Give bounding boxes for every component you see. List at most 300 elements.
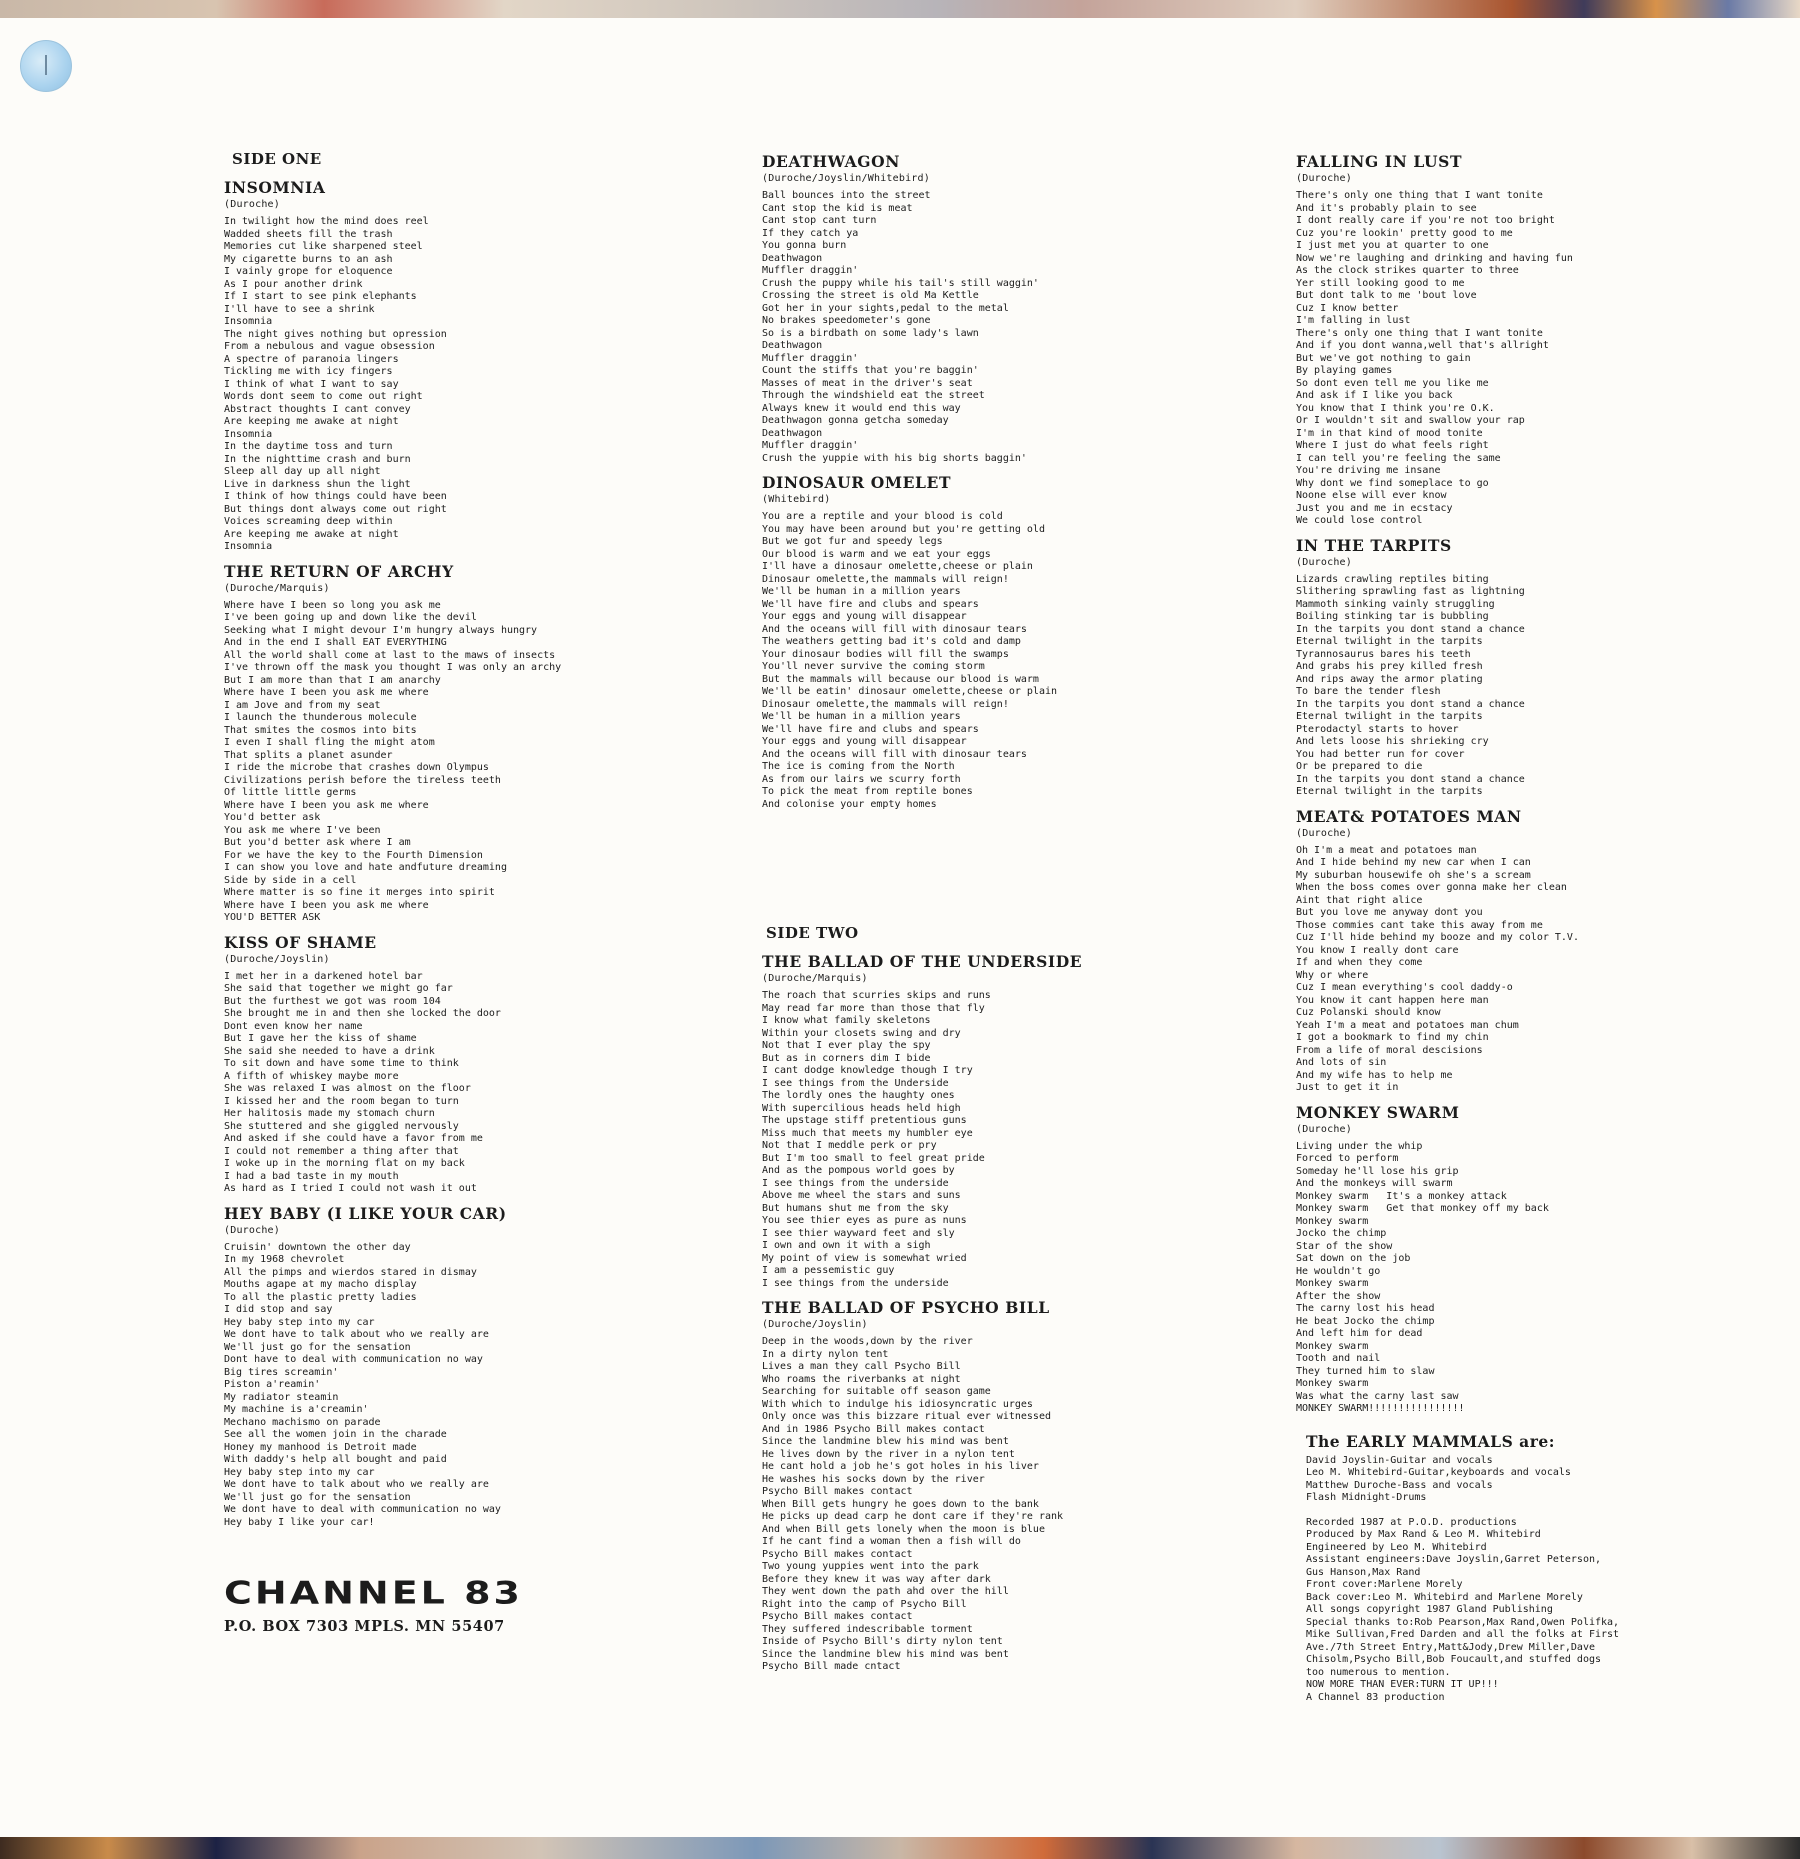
lyric-line: Through the windshield eat the street (762, 390, 985, 401)
lyric-line: I got a bookmark to find my chin (1296, 1032, 1489, 1043)
song-credits: (Duroche) (1296, 173, 1352, 184)
lyric-line: Where have I been you ask me where (224, 687, 429, 698)
lyric-line: Cant stop the kid is meat (762, 202, 913, 214)
lyric-line: Cuz you're lookin' pretty good to me (1296, 227, 1513, 239)
lyric-line: He washes his socks down by the river (762, 1473, 985, 1485)
lyric-line: Monkey swarm (1296, 1215, 1369, 1227)
lyric-line: But I gave her the kiss of shame (224, 1033, 417, 1044)
lyric-line: We dont have to talk about who we really are (224, 1479, 489, 1490)
lyric-line: Cant stop cant turn (762, 215, 877, 226)
lyric-line: As I pour another drink (224, 278, 363, 290)
lyric-line: He beat Jocko the chimp (1296, 1315, 1435, 1327)
lyric-line: Or be prepared to die (1296, 761, 1423, 772)
lyric-line: Big tires screamin' (224, 1366, 339, 1378)
lyric-line: Monkey swarm Get that monkey off my back (1296, 1203, 1549, 1214)
lyric-line: Tickling me with icy fingers (224, 366, 393, 377)
lyric-line: And I hide behind my new car when I can (1296, 857, 1531, 868)
lyric-line: I vainly grope for eloquence (224, 266, 393, 277)
side-two-label: SIDE TWO (766, 924, 859, 942)
lyric-line: Two young yuppies went into the park (762, 1561, 979, 1572)
lyric-line: And asked if she could have a favor from me (224, 1133, 483, 1144)
lyric-line: Monkey swarm (1296, 1278, 1369, 1289)
lyric-line: You ask me where I've been (224, 824, 381, 836)
credit-line: Chisolm,Psycho Bill,Bob Foucault,and stuffed dogs (1306, 1654, 1602, 1665)
lyric-line: We dont have to talk about who we really are (224, 1329, 489, 1340)
lyric-line: Right into the camp of Psycho Bill (762, 1598, 967, 1610)
lyric-line: Just you and me in ecstacy (1296, 502, 1453, 514)
lyric-line: If he cant find a woman then a fish will do (762, 1536, 1021, 1547)
lyric-line: Yer still looking good to me (1296, 277, 1465, 289)
lyric-line: But I am more than that I am anarchy (224, 674, 441, 686)
lyric-line: The carny lost his head (1296, 1303, 1435, 1314)
lyric-line: Where I just do what feels right (1296, 440, 1489, 451)
lyric-line: With which to indulge his idiosyncratic urges (762, 1398, 1033, 1410)
lyric-line: I cant dodge knowledge though I try (762, 1065, 973, 1076)
lyric-line: Now we're laughing and drinking and having fun (1296, 252, 1573, 264)
lyric-line: I know what family skeletons (762, 1015, 931, 1026)
lyric-line: Deathwagon (762, 252, 823, 264)
lyric-line: That smites the cosmos into bits (224, 724, 417, 736)
lyric-line: May read far more than those that fly (762, 1002, 985, 1014)
lyric-line: I dont really care if you're not too bright (1296, 215, 1555, 226)
lyric-line: She was relaxed I was almost on the floor (224, 1083, 471, 1094)
production-credits (1306, 1517, 1716, 1705)
lyric-line: She brought me in and then she locked the door (224, 1008, 501, 1019)
lyric-line: All the pimps and wierdos stared in dismay (224, 1266, 477, 1278)
song-block (224, 1204, 644, 1530)
lyric-line: You see thier eyes as pure as nuns (762, 1215, 967, 1226)
label-block (224, 1574, 523, 1635)
side-two-songs (762, 952, 1192, 1674)
lyric-line: Psycho Bill makes contact (762, 1611, 913, 1622)
lyric-line: We'll have fire and clubs and spears (762, 723, 979, 735)
lyric-line: And lots of sin (1296, 1057, 1387, 1068)
song-title: KISS OF SHAME (224, 932, 377, 952)
lyric-line: Eternal twilight in the tarpits (1296, 711, 1483, 722)
lyric-line: If and when they come (1296, 957, 1423, 968)
column-side-one (224, 150, 644, 1537)
lyric-line: Abstract thoughts I cant convey (224, 403, 411, 415)
lyric-line: Noone else will ever know (1296, 490, 1447, 501)
credit-line: Gus Hanson,Max Rand (1306, 1566, 1421, 1578)
lyric-line: You had better run for cover (1296, 748, 1465, 760)
lyric-line: The ice is coming from the North (762, 761, 955, 772)
lyric-line: We'll be human in a million years (762, 711, 961, 722)
lyric-line: But dont talk to me 'bout love (1296, 290, 1477, 301)
lyric-line: Your dinosaur bodies will fill the swamps (762, 648, 1009, 660)
lyric-line: Where have I been you ask me where (224, 899, 429, 911)
lyrics-list (762, 190, 1192, 465)
lyric-line: Monkey swarm (1296, 1378, 1369, 1389)
song-block (762, 1298, 1192, 1674)
lyric-line: Her halitosis made my stomach churn (224, 1108, 435, 1119)
lyric-line: I had a bad taste in my mouth (224, 1170, 399, 1182)
lyrics-list (1296, 574, 1716, 799)
lyric-line: She stuttered and she giggled nervously (224, 1120, 459, 1132)
lyrics-list (224, 216, 644, 554)
column-two-songs (762, 152, 1192, 811)
lyric-line: We'll just go for the sensation (224, 1341, 411, 1353)
lyric-line: Crossing the street is old Ma Kettle (762, 290, 979, 301)
lyric-line: He lives down by the river in a nylon tent (762, 1448, 1015, 1460)
lyric-line: And rips away the armor plating (1296, 673, 1483, 685)
lyric-line: As hard as I tried I could not wash it out (224, 1183, 477, 1194)
lyric-line: But I'm too small to feel great pride (762, 1152, 985, 1164)
lyric-line: Cuz I mean everything's cool daddy-o (1296, 982, 1513, 993)
song-credits: (Duroche/Joyslin) (762, 1319, 868, 1330)
song-block (1296, 152, 1716, 528)
lyric-line: Dinosaur omelette,the mammals will reign! (762, 573, 1009, 585)
lyric-line: I ride the microbe that crashes down Olympus (224, 762, 489, 773)
lyric-line: He cant hold a job he's got holes in his liver (762, 1461, 1039, 1472)
lyric-line: I'm in that kind of mood tonite (1296, 427, 1483, 439)
lyric-line: Pterodactyl starts to hover (1296, 723, 1459, 735)
lyric-line: To pick the meat from reptile bones (762, 786, 973, 797)
lyric-line: We'll have fire and clubs and spears (762, 598, 979, 610)
band-title: The EARLY MAMMALS are: (1306, 1431, 1555, 1451)
lyric-line: Why dont we find someplace to go (1296, 477, 1489, 489)
lyric-line: Deathwagon (762, 427, 823, 439)
sleeve-bottom-edge (0, 1837, 1800, 1859)
song-title: INSOMNIA (224, 178, 326, 197)
lyric-line: I've thrown off the mask you thought I was only an archy (224, 662, 562, 673)
lyric-line: Seeking what I might devour I'm hungry always hungry (224, 624, 538, 636)
lyric-line: Mouths agape at my macho display (224, 1279, 417, 1290)
lyric-line: Psycho Bill makes contact (762, 1548, 913, 1560)
lyric-line: Live in darkness shun the light (224, 478, 411, 490)
lyric-line: Cuz I'll hide behind my booze and my color T.V. (1296, 932, 1579, 943)
lyric-line: My point of view is somewhat wried (762, 1252, 967, 1264)
song-credits: (Duroche/Marquis) (762, 973, 868, 984)
lyric-line: Crush the yuppie with his big shorts baggin' (762, 452, 1027, 464)
lyric-line: You'll never survive the coming storm (762, 661, 985, 672)
lyric-line: I can tell you're feeling the same (1296, 452, 1501, 464)
lyric-line: The weathers getting bad it's cold and damp (762, 636, 1021, 647)
lyric-line: Mechano machismo on parade (224, 1416, 381, 1428)
song-credits: (Duroche/Marquis) (224, 582, 330, 594)
lyric-line: Voices screaming deep within (224, 516, 393, 527)
lyric-line: Why or where (1296, 969, 1369, 981)
song-credits: (Duroche/Joyslin/Whitebird) (762, 173, 930, 184)
lyric-line: Always knew it would end this way (762, 402, 961, 414)
lyric-line: They suffered indescribable torment (762, 1623, 973, 1635)
lyric-line: There's only one thing that I want tonite (1296, 190, 1543, 201)
song-block (1296, 536, 1716, 799)
lyric-line: I could not remember a thing after that (224, 1145, 459, 1157)
lyric-line: I launch the thunderous molecule (224, 712, 417, 723)
song-title: MONKEY SWARM (1296, 1102, 1460, 1122)
lyric-line: Since the landmine blew his mind was bent (762, 1648, 1009, 1660)
lyric-line: My suburban housewife oh she's a scream (1296, 869, 1531, 881)
lyric-line: MONKEY SWARM!!!!!!!!!!!!!!!! (1296, 1403, 1465, 1414)
credit-line: Assistant engineers:Dave Joyslin,Garret Peterson, (1306, 1554, 1602, 1565)
lyric-line: Insomnia (224, 316, 273, 327)
column-two (762, 152, 1192, 1682)
lyric-line: Civilizations perish before the tireless teeth (224, 774, 501, 786)
lyric-line: Or I wouldn't sit and swallow your rap (1296, 415, 1525, 426)
lyric-line: Hey baby step into my car (224, 1316, 375, 1328)
lyric-line: She said she needed to have a drink (224, 1045, 435, 1057)
lyric-line: Lives a man they call Psycho Bill (762, 1361, 961, 1372)
label-address: P.O. BOX 7303 MPLS. MN 55407 (224, 1618, 505, 1635)
lyric-line: Jocko the chimp (1296, 1228, 1387, 1239)
lyric-line: Dont have to deal with communication no way (224, 1354, 483, 1365)
lyric-line: Insomnia (224, 541, 273, 552)
lyric-line: In the tarpits you dont stand a chance (1296, 773, 1525, 785)
band-members (1306, 1455, 1716, 1505)
lyric-line: With daddy's help all bought and paid (224, 1454, 447, 1465)
lyric-line: Dont even know her name (224, 1020, 363, 1032)
band-member: Matthew Duroche-Bass and vocals (1306, 1479, 1493, 1491)
lyric-line: Monkey swarm It's a monkey attack (1296, 1190, 1507, 1202)
lyric-line: With supercilious heads held high (762, 1102, 961, 1114)
lyrics-list (762, 511, 1192, 811)
lyric-line: You'd better ask (224, 812, 321, 823)
song-title: DEATHWAGON (762, 152, 900, 171)
lyric-line: And left him for dead (1296, 1328, 1423, 1339)
lyric-line: In the tarpits you dont stand a chance (1296, 623, 1525, 635)
lyric-line: And the monkeys will swarm (1296, 1178, 1453, 1189)
lyric-line: But the mammals will because our blood is warm (762, 673, 1039, 685)
lyric-line: In twilight how the mind does reel (224, 216, 429, 227)
lyric-line: Miss much that meets my humbler eye (762, 1127, 973, 1139)
lyric-line: If I start to see pink elephants (224, 291, 417, 302)
lyric-line: See all the women join in the charade (224, 1429, 447, 1440)
lyric-line: I see things from the underside (762, 1277, 949, 1289)
column-three-songs (1296, 152, 1716, 1416)
credit-line: All songs copyright 1987 Gland Publishing (1306, 1604, 1553, 1615)
lyric-line: There's only one thing that I want tonite (1296, 327, 1543, 339)
lyric-line: And it's probably plain to see (1296, 202, 1477, 214)
lyric-line: I'll have to see a shrink (224, 303, 375, 315)
lyric-line: I am Jove and from my seat (224, 699, 381, 711)
lyric-line: Words dont seem to come out right (224, 391, 423, 402)
lyric-line: So is a birdbath on some lady's lawn (762, 327, 979, 339)
credit-line: Special thanks to:Rob Pearson,Max Rand,Owen Polifka, (1306, 1616, 1620, 1628)
lyric-line: Insomnia (224, 428, 273, 440)
song-block (1296, 1103, 1716, 1416)
lyrics-list (762, 990, 1192, 1290)
lyric-line: For we have the key to the Fourth Dimension (224, 849, 483, 861)
song-title: THE RETURN OF ARCHY (224, 561, 454, 581)
lyric-line: All the world shall come at last to the maws of insects (224, 649, 556, 661)
lyric-line: You are a reptile and your blood is cold (762, 511, 1003, 522)
band-member: Leo M. Whitebird-Guitar,keyboards and vocals (1306, 1467, 1571, 1478)
side-one-songs (224, 178, 644, 1529)
band-member: David Joyslin-Guitar and vocals (1306, 1454, 1493, 1466)
lyric-line: Crush the puppy while his tail's still waggin' (762, 277, 1039, 289)
lyric-line: And ask if I like you back (1296, 390, 1453, 401)
lyric-line: But we've got nothing to gain (1296, 352, 1471, 364)
lyric-line: YOU'D BETTER ASK (224, 912, 321, 923)
lyric-line: Tyrannosaurus bares his teeth (1296, 648, 1471, 660)
lyric-line: I see things from the underside (762, 1177, 949, 1189)
lyric-line: Aint that right alice (1296, 894, 1423, 906)
side-one-label: SIDE ONE (232, 150, 322, 168)
lyric-line: We'll just go for the sensation (224, 1491, 411, 1503)
lyric-line: Eternal twilight in the tarpits (1296, 786, 1483, 797)
credit-line: Engineered by Leo M. Whitebird (1306, 1541, 1487, 1553)
lyric-line: But you love me anyway dont you (1296, 907, 1483, 918)
song-block (224, 562, 644, 925)
lyric-line: Count the stiffs that you're baggin' (762, 365, 979, 376)
lyric-line: The roach that scurries skips and runs (762, 990, 991, 1001)
lyrics-list (224, 600, 644, 925)
lyric-line: That splits a planet asunder (224, 749, 393, 761)
lyric-line: They went down the path ahd over the hill (762, 1586, 1009, 1597)
lyric-line: Are keeping me awake at night (224, 528, 399, 540)
lyric-line: To all the plastic pretty ladies (224, 1291, 417, 1303)
lyric-line: Yeah I'm a meat and potatoes man chum (1296, 1019, 1519, 1031)
hole-punch-mark (20, 40, 72, 92)
lyric-line: Just to get it in (1296, 1082, 1399, 1093)
spacer (762, 819, 1192, 924)
lyric-line: By playing games (1296, 365, 1393, 376)
lyric-line: In the daytime toss and turn (224, 441, 393, 452)
lyric-line: When Bill gets hungry he goes down to the bank (762, 1498, 1039, 1510)
lyric-line: To bare the tender flesh (1296, 686, 1441, 697)
lyric-line: But things dont always come out right (224, 503, 447, 515)
lyric-line: And colonise your empty homes (762, 798, 937, 810)
lyric-line: Psycho Bill made cntact (762, 1661, 901, 1672)
lyric-line: I just met you at quarter to one (1296, 240, 1489, 251)
lyric-line: Hey baby step into my car (224, 1466, 375, 1478)
lyric-line: The upstage stiff pretentious guns (762, 1115, 967, 1126)
lyric-line: I own and own it with a sigh (762, 1240, 931, 1251)
lyric-line: When the boss comes over gonna make her clean (1296, 882, 1567, 893)
lyric-line: Someday he'll lose his grip (1296, 1165, 1459, 1177)
song-block (762, 952, 1192, 1290)
lyric-line: I see thier wayward feet and sly (762, 1227, 955, 1239)
lyric-line: Side by side in a cell (224, 874, 357, 886)
column-three (1296, 152, 1716, 1704)
lyric-line: Sleep all day up all night (224, 466, 381, 477)
lyric-line: In a dirty nylon tent (762, 1348, 889, 1360)
lyric-line: But we got fur and speedy legs (762, 536, 943, 547)
channel-83-logo: CHANNEL 83 (224, 1574, 523, 1611)
lyric-line: Where have I been so long you ask me (224, 599, 441, 611)
lyric-line: No brakes speedometer's gone (762, 315, 931, 326)
lyric-line: I see things from the Underside (762, 1077, 949, 1089)
lyric-line: To sit down and have some time to think (224, 1058, 459, 1069)
lyric-line: But as in corners dim I bide (762, 1052, 931, 1064)
lyric-line: But you'd better ask where I am (224, 837, 411, 848)
song-credits: (Duroche) (224, 199, 280, 210)
lyric-line: Cruisin' downtown the other day (224, 1241, 411, 1253)
song-block (762, 152, 1192, 465)
credit-line: too numerous to mention. (1306, 1666, 1451, 1678)
lyric-line: I think of how things could have been (224, 491, 447, 502)
lyric-line: Muffler draggin' (762, 352, 859, 364)
lyric-line: You know I really dont care (1296, 944, 1459, 956)
lyric-line: And in the end I shall EAT EVERYTHING (224, 637, 447, 648)
song-credits: (Duroche) (1296, 827, 1352, 839)
lyric-line: Sat down on the job (1296, 1253, 1411, 1264)
lyric-line: Of little little germs (224, 787, 357, 798)
lyrics-list (224, 1242, 644, 1530)
lyric-line: And the oceans will fill with dinosaur tears (762, 623, 1027, 635)
lyric-line: And the oceans will fill with dinosaur tears (762, 748, 1027, 760)
lyrics-list (762, 1336, 1192, 1674)
lyric-line: My cigarette burns to an ash (224, 253, 393, 265)
lyric-line: Muffler draggin' (762, 440, 859, 451)
lyrics-list (224, 971, 644, 1196)
lyric-line: Boiling stinking tar is bubbling (1296, 611, 1489, 622)
lyric-line: From a nebulous and vague obsession (224, 341, 435, 352)
lyric-line: You know that I think you're O.K. (1296, 402, 1495, 414)
song-credits: (Duroche) (224, 1224, 280, 1236)
lyric-line: Where matter is so fine it merges into spirit (224, 887, 495, 898)
lyric-line: But the furthest we got was room 104 (224, 995, 441, 1007)
credit-line: Mike Sullivan,Fred Darden and all the folks at First (1306, 1629, 1620, 1640)
lyric-line: He picks up dead carp he dont care if they're rank (762, 1511, 1064, 1522)
sleeve-top-edge (0, 0, 1800, 24)
credit-line: A Channel 83 production (1306, 1691, 1445, 1703)
lyric-line: Got her in your sights,pedal to the metal (762, 302, 1009, 314)
song-title: FALLING IN LUST (1296, 152, 1463, 171)
lyric-line: I'll have a dinosaur omelette,cheese or plain (762, 561, 1033, 572)
lyric-line: Where have I been you ask me where (224, 799, 429, 811)
lyric-line: Since the landmine blew his mind was bent (762, 1436, 1009, 1447)
lyric-line: Your eggs and young will disappear (762, 611, 967, 622)
lyric-line: Wadded sheets fill the trash (224, 228, 393, 240)
lyric-line: Oh I'm a meat and potatoes man (1296, 844, 1477, 856)
lyric-line: Your eggs and young will disappear (762, 736, 967, 747)
song-title: IN THE TARPITS (1296, 535, 1452, 555)
song-credits: (Duroche/Joyslin) (224, 953, 330, 965)
lyric-line: You gonna burn (762, 240, 847, 251)
lyric-line: As the clock strikes quarter to three (1296, 265, 1519, 276)
lyric-line: We'll be human in a million years (762, 586, 961, 597)
lyrics-list (1296, 845, 1716, 1095)
song-title: DINOSAUR OMELET (762, 473, 952, 492)
lyric-line: My radiator steamin (224, 1391, 339, 1403)
lyric-line: A spectre of paranoia lingers (224, 353, 399, 365)
lyric-line: Memories cut like sharpened steel (224, 241, 423, 252)
lyric-line: Before they knew it was way after dark (762, 1573, 991, 1585)
lyric-line: In my 1968 chevrolet (224, 1254, 345, 1265)
lyric-line: I can show you love and hate andfuture dreaming (224, 862, 507, 873)
song-credits: (Duroche) (1296, 1123, 1352, 1135)
lyric-line: Those commies cant take this away from me (1296, 919, 1543, 931)
lyric-line: Living under the whip (1296, 1140, 1423, 1152)
lyric-line: Hey baby I like your car! (224, 1516, 375, 1528)
lyric-line: Tooth and nail (1296, 1353, 1381, 1364)
lyric-line: Eternal twilight in the tarpits (1296, 636, 1483, 647)
lyric-line: From a life of moral descisions (1296, 1044, 1483, 1056)
lyric-line: Cuz I know better (1296, 302, 1399, 314)
lyric-line: And my wife has to help me (1296, 1069, 1453, 1081)
lyric-line: I did stop and say (224, 1304, 333, 1315)
lyric-line: Piston a'reamin' (224, 1379, 321, 1390)
lyric-line: The night gives nothing but opression (224, 328, 447, 340)
lyric-line: Inside of Psycho Bill's dirty nylon tent (762, 1636, 1003, 1647)
lyric-line: Within your closets swing and dry (762, 1027, 961, 1039)
lyric-line: We could lose control (1296, 515, 1423, 526)
lyric-line: Honey my manhood is Detroit made (224, 1441, 417, 1453)
lyric-line: As from our lairs we scurry forth (762, 773, 961, 785)
lyric-line: Deathwagon gonna getcha someday (762, 415, 949, 426)
lyric-line: My machine is a'creamin' (224, 1404, 369, 1415)
lyric-line: So dont even tell me you like me (1296, 377, 1489, 389)
lyric-line: Who roams the riverbanks at night (762, 1373, 961, 1385)
song-title: THE BALLAD OF PSYCHO BILL (762, 1298, 1050, 1317)
lyric-line: You may have been around but you're getting old (762, 523, 1045, 535)
song-block (224, 178, 644, 554)
lyric-line: Deep in the woods,down by the river (762, 1336, 973, 1347)
lyric-line: We dont have to deal with communication no way (224, 1504, 501, 1515)
song-block (762, 473, 1192, 811)
